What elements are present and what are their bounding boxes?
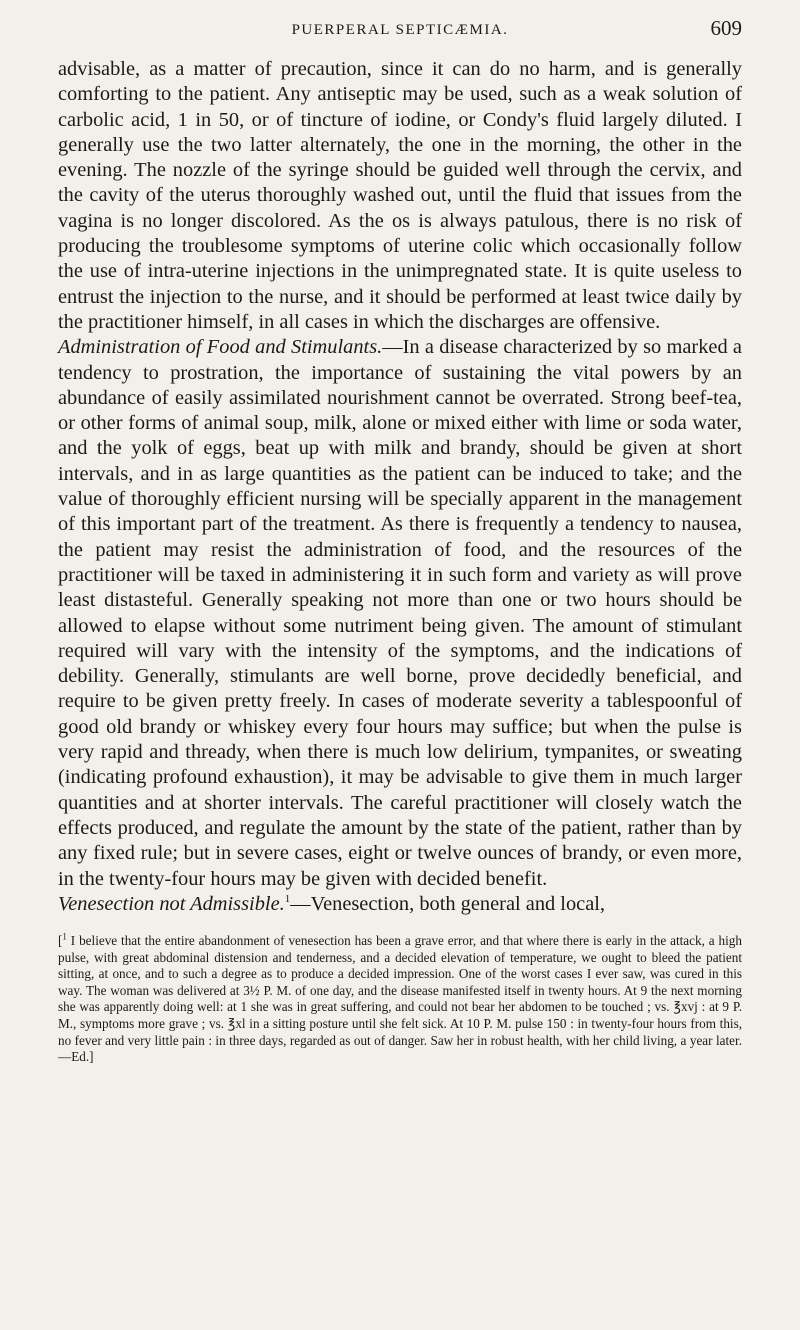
body-text bbox=[58, 57, 742, 917]
paragraph-text: —In a disease characterized by so marked a tendency to prostration, the importance of sustaining the vital powers by an abundance of easily assimilated nourishment cannot be overrated. Strong beef-tea, or other forms of animal soup, milk, alone or mixed either with lime or soda water, and the yolk of eggs, beat up with milk and brandy, should be given at short intervals, and in as large quantities as the patient can be induced to take; and the value of thoroughly efficient nursing will be specially apparent in the management of this important part of the treatment. As there is frequently a tendency to nausea, the patient may resist the administration of food, and the resources of the practitioner will be taxed in administering it in such form and variety as will prove least distasteful. Generally speaking not more than one or two hours should be allowed to elapse without some nutriment being given. The amount of stimulant required will vary with the intensity of the symptoms, and the indications of debility. Generally, stimulants are well borne, prove decidedly beneficial, and require to be given pretty freely. In cases of moderate severity a tablespoonful of good old brandy or whiskey every four hours may suffice; but when the pulse is very rapid and thready, when there is much low delirium, tympanites, or sweating (indicating profound exhaustion), it may be advisable to give them in much larger quantities and at shorter intervals. The careful practitioner will closely watch the effects produced, and regulate the amount by the state of the patient, rather than by any fixed rule; but in severe cases, eight or twelve ounces of brandy, or even more, in the twenty-four hours may be given with decided benefit. bbox=[58, 336, 742, 890]
section-heading-food-stimulants: Administration of Food and Stimulants. bbox=[58, 336, 383, 359]
section-heading-venesection: Venesection not Admissible. bbox=[58, 892, 285, 915]
page-number: 609 bbox=[710, 16, 742, 40]
footnote-marker: 1 bbox=[284, 893, 291, 905]
running-head bbox=[58, 16, 742, 46]
paragraph-text: advisable, as a matter of precaution, since it can do no harm, and is generally comforting to the patient. Any antiseptic may be used, such as a weak solution of carbolic acid, 1 in 50, or of tincture of iodine, or Condy's fluid largely diluted. I generally use the two latter alternately, the one in the morning, the other in the evening. The nozzle of the syringe should be guided well through the cervix, and the cavity of the uterus thoroughly washed out, until the fluid that issues from the vagina is no longer discolored. As the os is always patulous, there is no risk of producing the troublesome symptoms of uterine colic which occasionally follow the use of intra-uterine injections in the unimpregnated state. It is quite useless to entrust the injection to the nurse, and it should be performed at least twice daily by the practitioner himself, in all cases in which the discharges are offensive. bbox=[58, 58, 742, 333]
footnote-open-bracket: [ bbox=[58, 933, 63, 949]
paragraph-venesection bbox=[58, 892, 742, 917]
paragraph-food-stimulants bbox=[58, 335, 742, 892]
paragraph-text: —Venesection, both general and local, bbox=[290, 892, 606, 915]
running-title: PUERPERAL SEPTICÆMIA. bbox=[291, 22, 509, 38]
paragraph-antiseptic-injections bbox=[58, 57, 742, 335]
footnote bbox=[58, 933, 742, 1066]
footnote-text: I believe that the entire abandonment of venesection has been a grave error, and that where there is early in the attack, a high pulse, with great abdominal distension and tenderness, and a decided elevation of temperature, we ought to bleed the patient sitting, at once, and to such a degree as to produce a decided impression. One of the worst cases I ever saw, was cured in this way. The woman was delivered at 3½ P. M. of one day, and the disease manifested itself in twenty hours. At 9 the next morning she was apparently doing well: at 1 she was in great suffering, and could not bear her abdomen to be touched ; vs. ℥xvj : at 9 P. M., symptoms more grave ; vs. ℥xl in a sitting posture until she felt sick. At 10 P. M. pulse 150 : in twenty-four hours from this, no fever and very little pain : in three days, regarded as out of danger. Saw her in robust health, with her child living, a year later.—Ed.] bbox=[58, 933, 742, 1065]
footnote-number: 1 bbox=[62, 931, 67, 942]
